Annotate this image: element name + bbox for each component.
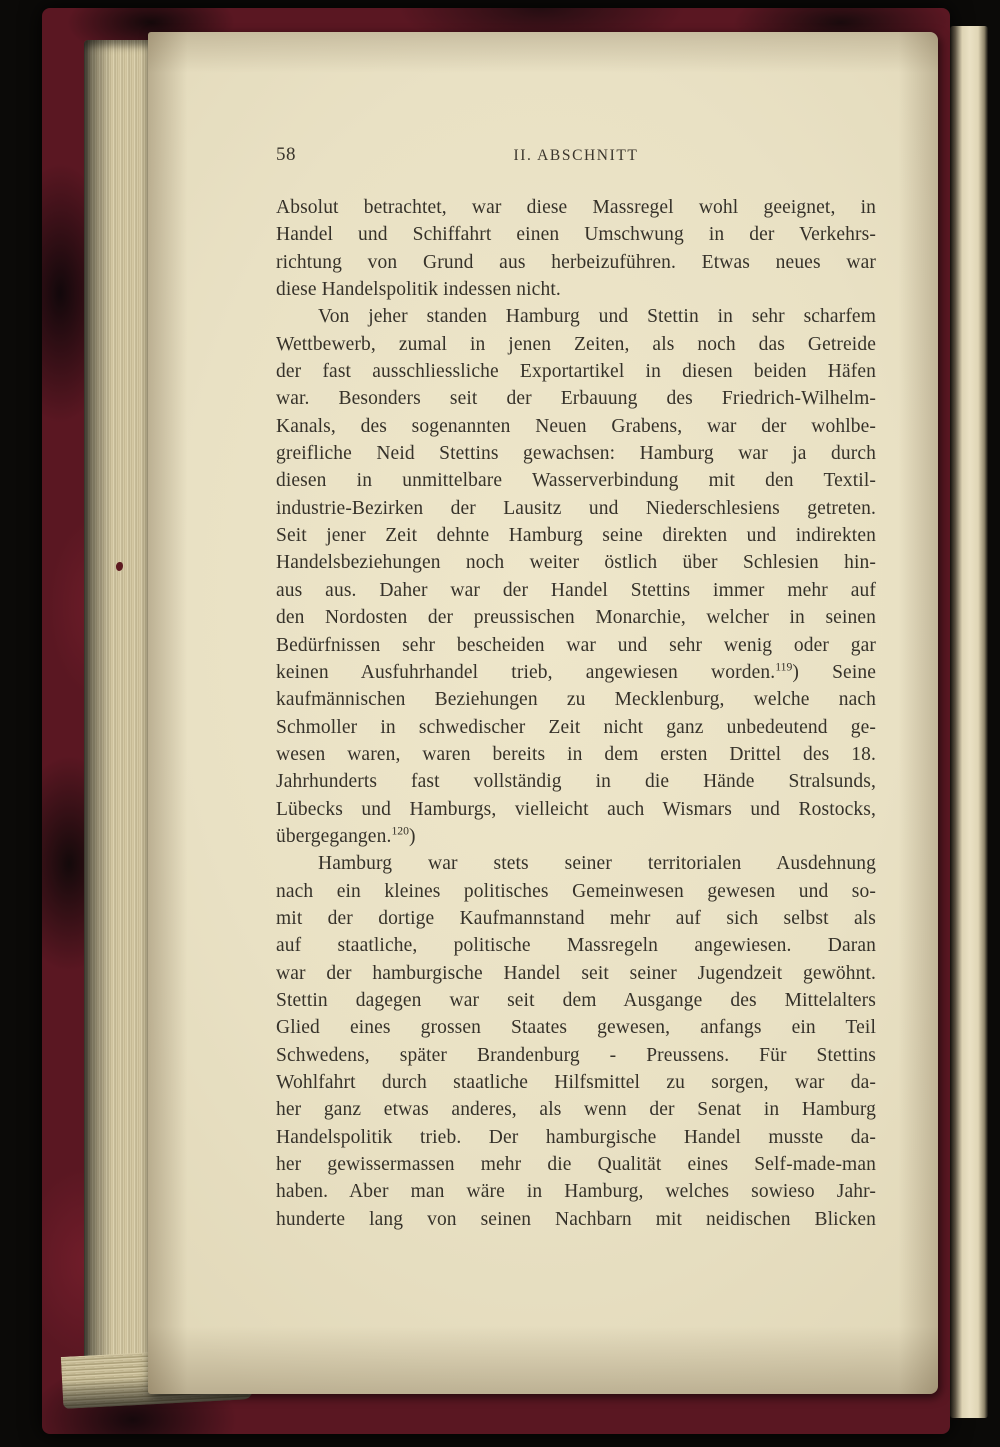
- text-line: war der hamburgische Handel seit seiner Jugendzeit gewöhnt.: [276, 962, 876, 984]
- text-line: kaufmännischen Beziehungen zu Mecklenburg, welche nach: [276, 689, 876, 711]
- text-line: Seit jener Zeit dehnte Hamburg seine direkten und indirekten: [276, 525, 876, 547]
- text-line: Handelsbeziehungen noch weiter östlich über Schlesien hin-: [276, 552, 876, 574]
- adjacent-page-edge: [950, 26, 988, 1418]
- text-line: Wohlfahrt durch staatliche Hilfsmittel zu sorgen, war da-: [276, 1072, 876, 1093]
- text-line: Absolut betrachtet, war diese Massregel wohl geeignet, in: [276, 197, 876, 218]
- text-block: [276, 194, 876, 1233]
- text-line: auf staatliche, politische Massregeln angewiesen. Daran: [276, 935, 876, 957]
- text-line: Kanals, des sogenannten Neuen Grabens, war der wohlbe-: [276, 415, 876, 437]
- text-line: diese Handelspolitik indessen nicht.: [276, 279, 561, 301]
- text-line: Schwedens, später Brandenburg - Preussens. Für Stettins: [276, 1044, 876, 1066]
- text-line: nach ein kleines politisches Gemeinwesen gewesen und so-: [276, 880, 876, 902]
- section-header: II. ABSCHNITT: [513, 147, 639, 164]
- text-line: keinen Ausfuhrhandel trieb, angewiesen worden.$^{119}$) Seine: [276, 660, 876, 683]
- text-line: Von jeher standen Hamburg und Stettin in sehr scharfem: [318, 306, 876, 328]
- text-line: Handel und Schiffahrt einen Umschwung in der Verkehrs-: [276, 224, 876, 246]
- book-page: [148, 32, 938, 1394]
- text-line: hunderte lang von seinen Nachbarn mit neidischen Blicken: [276, 1208, 876, 1230]
- text-line: Schmoller in schwedischer Zeit nicht ganz unbedeutend ge-: [276, 716, 876, 738]
- text-line: Hamburg war stets seiner territorialen Ausdehnung: [318, 853, 876, 875]
- text-line: industrie-Bezirken der Lausitz und Niederschlesiens getreten.: [276, 497, 876, 519]
- page-stack-left-edges: [84, 40, 154, 1396]
- text-line: Bedürfnissen sehr bescheiden war und sehr wenig oder gar: [276, 634, 876, 656]
- text-line: Glied eines grossen Staates gewesen, anfangs ein Teil: [276, 1017, 876, 1039]
- text-line: wesen waren, waren bereits in dem ersten Drittel des 18.: [276, 743, 876, 765]
- text-line: diesen in unmittelbare Wasserverbindung mit den Textil-: [276, 470, 876, 492]
- text-line: Lübecks und Hamburgs, vielleicht auch Wismars und Rostocks,: [276, 798, 876, 820]
- text-line: Jahrhunderts fast vollständig in die Hände Stralsunds,: [276, 771, 876, 793]
- text-line: den Nordosten der preussischen Monarchie, welcher in seinen: [276, 607, 876, 629]
- text-line: war. Besonders seit der Erbauung des Friedrich-Wilhelm-: [276, 388, 876, 410]
- text-line: greifliche Neid Stettins gewachsen: Hamburg war ja durch: [276, 443, 876, 465]
- text-line: Wettbewerb, zumal in jenen Zeiten, als noch das Getreide: [276, 333, 876, 355]
- text-line: her ganz etwas anderes, als wenn der Senat in Hamburg: [276, 1099, 876, 1121]
- text-line: übergegangen.$^{120}$): [276, 824, 416, 847]
- text-line: Handelspolitik trieb. Der hamburgische Handel musste da-: [276, 1126, 876, 1148]
- text-line: Stettin dagegen war seit dem Ausgange des Mittelalters: [276, 989, 876, 1011]
- page-header: [276, 144, 876, 168]
- text-line: her gewissermassen mehr die Qualität eines Self-made-man: [276, 1154, 876, 1176]
- text-line: mit der dortige Kaufmannstand mehr auf sich selbst als: [276, 907, 876, 929]
- text-line: aus aus. Daher war der Handel Stettins immer mehr auf: [276, 579, 876, 601]
- text-line: richtung von Grund aus herbeizuführen. Etwas neues war: [276, 251, 876, 273]
- text-line: haben. Aber man wäre in Hamburg, welches sowieso Jahr-: [276, 1181, 876, 1203]
- text-line: der fast ausschliessliche Exportartikel in diesen beiden Häfen: [276, 361, 876, 383]
- page-number: 58: [276, 144, 296, 165]
